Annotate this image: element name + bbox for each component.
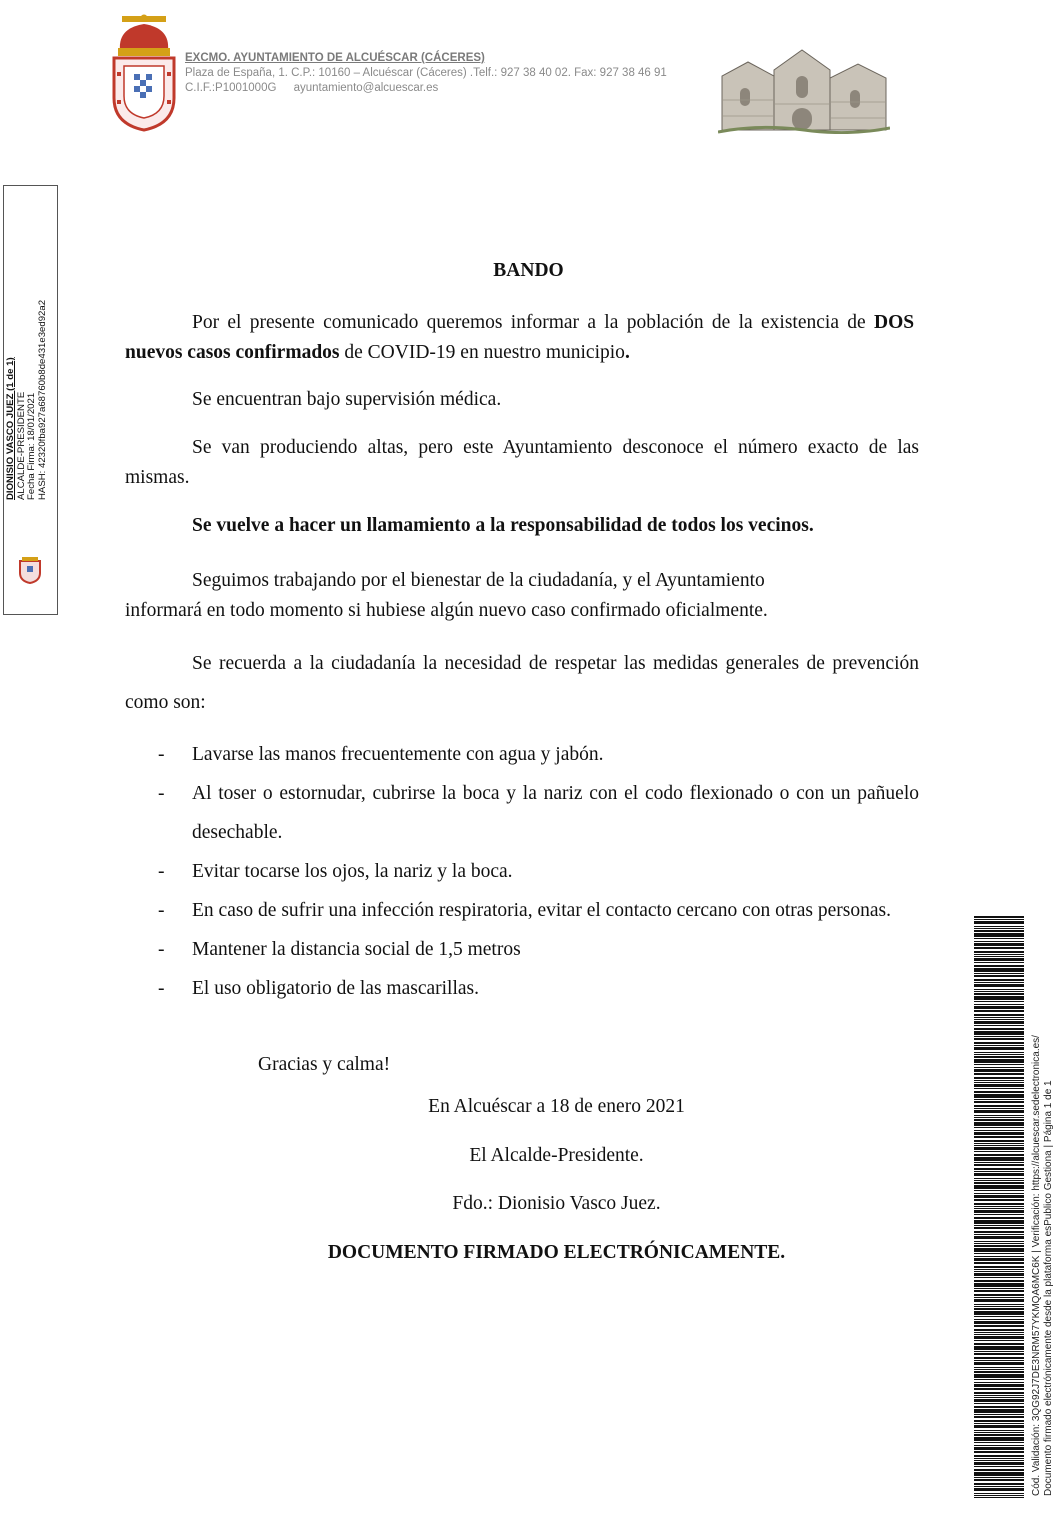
validation-barcode <box>974 916 1024 1498</box>
thanks-line: Gracias y calma! <box>258 1054 391 1075</box>
platform-notice: Documento firmado electrónicamente desde la plataforma esPublico Gestiona | Página 1 de 1 <box>1043 1080 1054 1496</box>
signer-role: ALCALDE-PRESIDENTE <box>15 391 27 500</box>
bullet-dash: - <box>158 900 165 921</box>
signature-date: Fecha Firma: 18/01/2021 <box>26 392 37 500</box>
supervision-paragraph: Se encuentran bajo supervisión médica. <box>192 389 502 410</box>
measure-text: En caso de sufrir una infección respiratoria, evitar el contacto cercano con otras personas. <box>192 900 891 921</box>
measure-text: Lavarse las manos frecuentemente con agua y jabón. <box>192 744 604 765</box>
measure-text: Mantener la distancia social de 1,5 metros <box>192 939 521 960</box>
seal-icon <box>14 553 46 585</box>
document-title: BANDO <box>493 260 564 281</box>
intro-bold-count: DOS <box>874 312 915 333</box>
coat-of-arms-logo <box>108 10 180 132</box>
wellbeing-line-1: Seguimos trabajando por el bienestar de la ciudadanía, y el Ayuntamiento <box>192 570 765 591</box>
electronic-signature-notice: DOCUMENTO FIRMADO ELECTRÓNICAMENTE. <box>327 1242 786 1263</box>
intro-bold-cases: nuevos casos confirmados <box>125 342 340 363</box>
institution-email: ayuntamiento@alcuescar.es <box>293 82 439 94</box>
wellbeing-line-2: informará en todo momento si hubiese algún nuevo caso confirmado oficialmente. <box>125 600 768 621</box>
signature-hash: HASH: 42320fba927a68760b8de431e3ed92a2 <box>36 299 48 500</box>
validation-code: Cód. Validación: 3QG92J7DE3NRM57YKMQA6MC6K | Verificación: https://alcuescar.sedelectronica.es/ <box>1031 1035 1042 1496</box>
measure-item <box>125 774 919 852</box>
bullet-dash: - <box>158 939 165 960</box>
measure-item <box>125 735 919 774</box>
responsibility-call: Se vuelve a hacer un llamamiento a la responsabilidad de todos los vecinos. <box>192 515 814 536</box>
prevention-measures-list <box>125 735 919 1008</box>
measure-text: Al toser o estornudar, cubrirse la boca y la nariz con el codo flexionado o con un pañuelo desechable. <box>192 783 919 843</box>
signer-name: DIONISIO VASCO JUEZ (1 de 1) <box>5 357 16 500</box>
measure-item <box>125 891 919 930</box>
signed-by: Fdo.: Dionisio Vasco Juez. <box>452 1193 661 1214</box>
measure-text: El uso obligatorio de las mascarillas. <box>192 978 480 999</box>
institution-cif: C.I.F.:P1001000G <box>185 82 277 94</box>
verification-info <box>1031 1035 1055 1496</box>
measure-item <box>125 969 919 1008</box>
institution-name: EXCMO. AYUNTAMIENTO DE ALCUÉSCAR (CÁCERES) <box>185 52 485 64</box>
bullet-dash: - <box>158 861 165 882</box>
place-and-date: En Alcuéscar a 18 de enero 2021 <box>428 1096 685 1117</box>
bullet-dash: - <box>158 744 165 765</box>
prevention-intro: Se recuerda a la ciudadanía la necesidad de respetar las medidas generales de prevención como son: <box>125 653 919 713</box>
measure-item <box>125 852 919 891</box>
measure-item <box>125 930 919 969</box>
wellbeing-paragraph <box>125 566 919 626</box>
bullet-dash: - <box>158 978 165 999</box>
signature-details <box>6 300 48 500</box>
bullet-dash: - <box>158 783 165 804</box>
discharges-paragraph: Se van produciendo altas, pero este Ayuntamiento desconoce el número exacto de las mismas. <box>125 437 919 488</box>
measure-text: Evitar tocarse los ojos, la nariz y la boca. <box>192 861 513 882</box>
intro-paragraph: Por el presente comunicado queremos informar a la población de la existencia de DOS nuevos casos confirmados de COVID-19 en nuestro municipio. <box>125 312 915 363</box>
signer-title: El Alcalde-Presidente. <box>469 1145 644 1166</box>
institution-contact <box>185 81 438 96</box>
institution-address: Plaza de España, 1. C.P.: 10160 – Alcuéscar (Cáceres) .Telf.: 927 38 40 02. Fax: 927 38 46 91 <box>185 67 667 79</box>
church-illustration <box>718 40 890 134</box>
